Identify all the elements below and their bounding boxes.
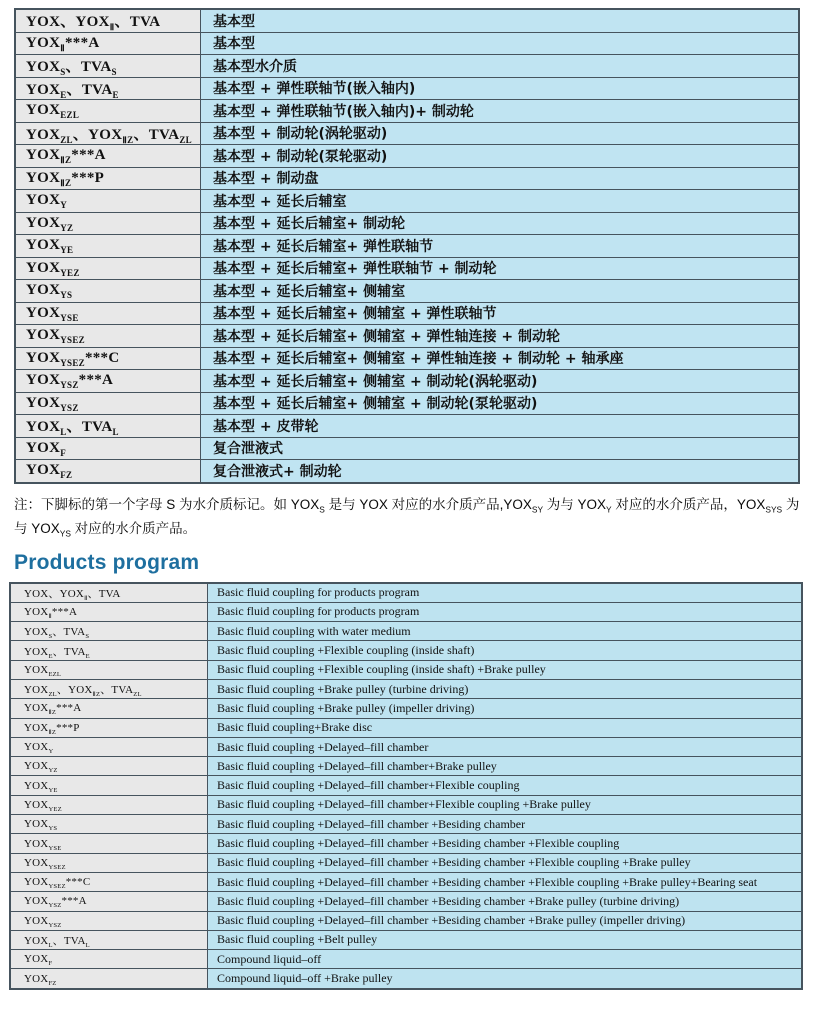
model-code: $YOX_S$、$TVA_S$	[15, 55, 201, 78]
table-row	[15, 460, 799, 483]
table-row	[15, 122, 799, 145]
model-description-cn: 基本型	[201, 9, 800, 32]
model-description-en: Basic fluid coupling +Delayed–fill chamber +Besiding chamber +Flexible coupling	[208, 834, 803, 853]
model-description-en: Basic fluid coupling for products program	[208, 583, 803, 603]
model-description-cn: 基本型 + 弹性联轴节(嵌入轴内)	[201, 77, 800, 100]
table-row	[15, 9, 799, 32]
model-description-cn: 基本型水介质	[201, 55, 800, 78]
table-row	[10, 699, 802, 718]
table-row	[10, 930, 802, 949]
model-code: $YOX_{ZL}$、$YOX_{ⅡZ}$、$TVA_{ZL}$	[15, 122, 201, 145]
table-row	[10, 795, 802, 814]
note-text: 注：下脚标的第一个字母 S 为水介质标记。如 $YOX_S$ 是与 YOX 对应的水介质产品$,YOX_{SY}$ 为与 $YOX_Y$ 对应的水介质产品，$YOX_{SYS}$ 为与 $YOX_{YS}$ 对应的水介质产品。	[14, 496, 800, 539]
cn-table-body	[15, 9, 799, 483]
model-description-cn: 基本型 + 皮带轮	[201, 415, 800, 438]
model-code: $YOX_Ⅱ***A$	[15, 32, 201, 55]
model-description-cn: 基本型 + 延长后辅室+ 弹性联轴节	[201, 235, 800, 258]
model-description-en: Basic fluid coupling with water medium	[208, 622, 803, 641]
table-row	[10, 872, 802, 891]
model-description-cn: 基本型 + 延长后辅室+ 侧辅室	[201, 280, 800, 303]
model-description-en: Basic fluid coupling +Brake pulley (impeller driving)	[208, 699, 803, 718]
model-code: $YOX_{YEZ}$	[10, 795, 208, 814]
table-row	[10, 660, 802, 679]
table-row	[15, 235, 799, 258]
model-description-cn: 基本型 + 延长后辅室	[201, 190, 800, 213]
model-description-en: Basic fluid coupling +Delayed–fill chamber +Besiding chamber +Brake pulley (turbine driving)	[208, 892, 803, 911]
table-row	[15, 415, 799, 438]
table-row	[15, 145, 799, 168]
table-row	[10, 950, 802, 969]
table-row	[15, 347, 799, 370]
model-description-en: Basic fluid coupling+Brake disc	[208, 718, 803, 737]
table-row	[10, 892, 802, 911]
model-code: $YOX_{FZ}$	[15, 460, 201, 483]
table-row	[10, 679, 802, 698]
table-row	[10, 622, 802, 641]
model-code: $YOX_{ZL}$、$YOX_{ⅡZ}$、$TVA_{ZL}$	[10, 679, 208, 698]
table-row	[10, 853, 802, 872]
model-code: $YOX_E$、$TVA_E$	[15, 77, 201, 100]
model-code: $YOX_Ⅱ***A$	[10, 602, 208, 621]
model-code: $YOX_{YSE}$	[15, 302, 201, 325]
table-row	[15, 280, 799, 303]
model-description-cn: 基本型 + 延长后辅室+ 侧辅室 + 弹性联轴节	[201, 302, 800, 325]
model-code: $YOX_{YE}$	[15, 235, 201, 258]
table-row	[10, 641, 802, 660]
model-code: $YOX_{YSZ}***A$	[10, 892, 208, 911]
model-description-cn: 基本型 + 弹性联轴节(嵌入轴内)+ 制动轮	[201, 100, 800, 123]
model-description-en: Basic fluid coupling +Delayed–fill chamber +Besiding chamber +Brake pulley (impeller driving)	[208, 911, 803, 930]
model-description-en: Basic fluid coupling +Delayed–fill chamber +Besiding chamber +Flexible coupling +Brake pulley+Bearing seat	[208, 872, 803, 891]
model-code: $YOX_F$	[15, 437, 201, 460]
table-row	[15, 370, 799, 393]
model-code: $YOX_{YSEZ}$	[15, 325, 201, 348]
model-code: $YOX_{YE}$	[10, 776, 208, 795]
model-code: $YOX_{YSEZ}$	[10, 853, 208, 872]
table-row	[10, 776, 802, 795]
model-description-en: Basic fluid coupling +Flexible coupling (inside shaft) +Brake pulley	[208, 660, 803, 679]
model-code: $YOX_{YZ}$	[15, 212, 201, 235]
table-row	[15, 257, 799, 280]
model-description-en: Compound liquid–off +Brake pulley	[208, 969, 803, 989]
table-row	[10, 737, 802, 756]
model-code: $YOX_{YSZ}$	[10, 911, 208, 930]
en-table-body	[10, 583, 802, 989]
model-description-cn: 基本型 + 制动轮(泵轮驱动)	[201, 145, 800, 168]
model-code: $YOX_{FZ}$	[10, 969, 208, 989]
model-code: $YOX_{YEZ}$	[15, 257, 201, 280]
model-description-cn: 基本型 + 延长后辅室+ 弹性联轴节 + 制动轮	[201, 257, 800, 280]
model-code: $YOX_{ⅡZ}***P$	[10, 718, 208, 737]
model-code: $YOX_{YSZ}$	[15, 392, 201, 415]
table-row	[15, 32, 799, 55]
model-description-en: Basic fluid coupling +Belt pulley	[208, 930, 803, 949]
model-code: $YOX_E$、$TVA_E$	[10, 641, 208, 660]
model-code: $YOX_{YSEZ}***C$	[15, 347, 201, 370]
table-row	[15, 392, 799, 415]
model-code: $YOX_{YS}$	[15, 280, 201, 303]
table-row	[15, 325, 799, 348]
table-row	[10, 602, 802, 621]
model-code: $YOX_F$	[10, 950, 208, 969]
model-code: $YOX_Y$	[15, 190, 201, 213]
model-code: $YOX_{ⅡZ}***A$	[10, 699, 208, 718]
model-description-en: Basic fluid coupling +Flexible coupling (inside shaft)	[208, 641, 803, 660]
model-description-en: Basic fluid coupling +Delayed–fill chamber +Besiding chamber +Flexible coupling +Brake pulley	[208, 853, 803, 872]
model-description-en: Compound liquid–off	[208, 950, 803, 969]
table-row	[15, 212, 799, 235]
table-row	[10, 583, 802, 603]
model-description-en: Basic fluid coupling +Delayed–fill chamber +Besiding chamber	[208, 815, 803, 834]
model-code: $YOX_{YS}$	[10, 815, 208, 834]
model-code: $YOX_L$、$TVA_L$	[15, 415, 201, 438]
table-row	[15, 437, 799, 460]
model-description-cn: 复合泄液式	[201, 437, 800, 460]
model-description-en: Basic fluid coupling +Delayed–fill chamber+Flexible coupling	[208, 776, 803, 795]
model-description-cn: 基本型 + 制动轮(涡轮驱动)	[201, 122, 800, 145]
model-code: YOX、$YOX_Ⅱ$、TVA	[15, 9, 201, 32]
model-description-cn: 基本型 + 延长后辅室+ 侧辅室 + 弹性轴连接 + 制动轮 + 轴承座	[201, 347, 800, 370]
model-description-en: Basic fluid coupling +Delayed–fill chamber	[208, 737, 803, 756]
model-table-english	[9, 582, 803, 990]
model-code: $YOX_S$、$TVA_S$	[10, 622, 208, 641]
model-description-cn: 基本型 + 延长后辅室+ 制动轮	[201, 212, 800, 235]
model-code: $YOX_{ⅡZ}***P$	[15, 167, 201, 190]
table-row	[10, 911, 802, 930]
model-code: $YOX_{ⅡZ}***A$	[15, 145, 201, 168]
model-description-cn: 基本型 + 制动盘	[201, 167, 800, 190]
model-description-cn: 复合泄液式+ 制动轮	[201, 460, 800, 483]
model-code: $YOX_{YSE}$	[10, 834, 208, 853]
section-heading-products-program: Products program	[14, 550, 200, 574]
model-code: $YOX_{YZ}$	[10, 757, 208, 776]
model-table-chinese	[14, 8, 800, 484]
model-description-en: Basic fluid coupling +Delayed–fill chamber+Brake pulley	[208, 757, 803, 776]
table-row	[15, 167, 799, 190]
model-description-en: Basic fluid coupling +Delayed–fill chamber+Flexible coupling +Brake pulley	[208, 795, 803, 814]
model-description-cn: 基本型	[201, 32, 800, 55]
table-row	[15, 100, 799, 123]
table-row	[10, 834, 802, 853]
table-row	[15, 190, 799, 213]
model-code: $YOX_{EZL}$	[15, 100, 201, 123]
table-row	[15, 77, 799, 100]
model-code: YOX、$YOX_Ⅱ$、TVA	[10, 583, 208, 603]
table-row	[15, 302, 799, 325]
model-code: $YOX_{YSEZ}***C$	[10, 872, 208, 891]
model-code: $YOX_Y$	[10, 737, 208, 756]
model-code: $YOX_{YSZ}***A$	[15, 370, 201, 393]
table-row	[10, 757, 802, 776]
model-description-cn: 基本型 + 延长后辅室+ 侧辅室 + 弹性轴连接 + 制动轮	[201, 325, 800, 348]
table-row	[10, 969, 802, 989]
model-description-cn: 基本型 + 延长后辅室+ 侧辅室 + 制动轮(泵轮驱动)	[201, 392, 800, 415]
table-row	[15, 55, 799, 78]
model-description-en: Basic fluid coupling for products program	[208, 602, 803, 621]
table-row	[10, 718, 802, 737]
model-description-en: Basic fluid coupling +Brake pulley (turbine driving)	[208, 679, 803, 698]
model-description-cn: 基本型 + 延长后辅室+ 侧辅室 + 制动轮(涡轮驱动)	[201, 370, 800, 393]
model-code: $YOX_L$、$TVA_L$	[10, 930, 208, 949]
model-code: $YOX_{EZL}$	[10, 660, 208, 679]
table-row	[10, 815, 802, 834]
